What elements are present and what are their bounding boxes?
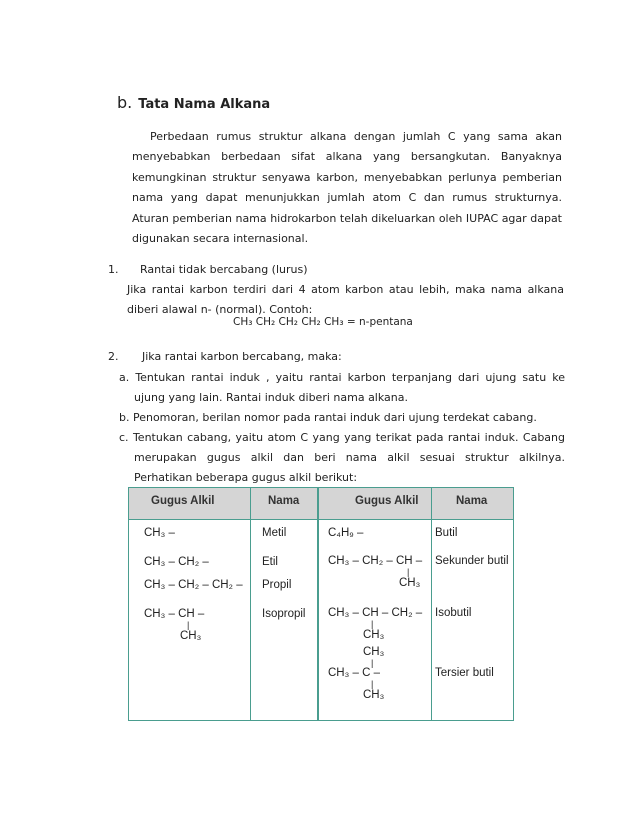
item2-title: Jika rantai karbon bercabang, maka: bbox=[142, 350, 342, 363]
intro-text: Perbedaan rumus struktur alkana dengan jumlah C yang sama akan menyebabkan berbedaan sifat alkana yang bersangkutan. Banyaknya kemungkinan struktur senyawa karbon, menyebabkan perlunya pemberian nama yang dapat menunjukkan jumlah atom C dan rumus strukturnya. Aturan pemberian nama hidrokarbon telah dikeluarkan oleh IUPAC agar dapat digunakan secara internasional. bbox=[132, 130, 562, 246]
item1-title: Rantai tidak bercabang (lurus) bbox=[140, 263, 308, 276]
item2-step-a: a. Tentukan rantai induk , yaitu rantai karbon terpanjang dari ujung satu ke ujung yang lain. Rantai induk diberi nama alkana. bbox=[119, 371, 565, 404]
name-butil: Butil bbox=[435, 527, 458, 539]
header-group: Gugus Alkil bbox=[355, 495, 419, 507]
formula-propil: CH₃ – CH₂ – CH₂ – bbox=[144, 579, 243, 591]
name-propil: Propil bbox=[262, 579, 292, 591]
name-tersier-butil: Tersier butil bbox=[435, 667, 494, 679]
section-letter: b. bbox=[117, 93, 133, 112]
item2-step-c: c. Tentukan cabang, yaitu atom C yang yang terikat pada rantai induk. Cabang merupakan gugus alkil dan beri nama alkil sesuai struktur alkilnya. Perhatikan beberapa gugus alkil berikut: bbox=[119, 431, 565, 484]
branch-isopropil: CH₃ bbox=[180, 630, 202, 642]
name-isopropil: Isopropil bbox=[262, 608, 306, 620]
name-isobutil: Isobutil bbox=[435, 607, 472, 619]
top-tersier-butil: CH₃ bbox=[363, 646, 385, 658]
branch-isobutil: CH₃ bbox=[363, 629, 385, 641]
header-group: Gugus Alkil bbox=[151, 495, 215, 507]
section-title: Tata Nama Alkana bbox=[138, 97, 271, 112]
bond-line: | bbox=[371, 658, 374, 668]
item2-number: 2. bbox=[108, 350, 119, 363]
name-sekunder-butil: Sekunder butil bbox=[435, 555, 509, 567]
header-name: Nama bbox=[268, 495, 300, 507]
bond-line: | bbox=[371, 619, 374, 629]
formula-metil: CH₃ – bbox=[144, 527, 175, 539]
column-divider bbox=[431, 488, 432, 720]
formula-tersier-butil: CH₃ – C – bbox=[328, 667, 380, 679]
formula-etil: CH₃ – CH₂ – bbox=[144, 556, 209, 568]
alkyl-table-right bbox=[318, 487, 514, 721]
branch-sekunder-butil: CH₃ bbox=[399, 577, 421, 589]
item1-number: 1. bbox=[108, 263, 119, 276]
bond-line: | bbox=[371, 679, 374, 689]
name-etil: Etil bbox=[262, 556, 278, 568]
branch-tersier-butil: CH₃ bbox=[363, 689, 385, 701]
item1-body: Jika rantai karbon terdiri dari 4 atom karbon atau lebih, maka nama alkana diberi alawal n- (normal). Contoh: bbox=[127, 283, 564, 316]
header-name: Nama bbox=[456, 495, 488, 507]
item2-step-b: b. Penomoran, berilan nomor pada rantai induk dari ujung terdekat cabang. bbox=[119, 411, 537, 424]
item1-example-formula: CH₃ CH₂ CH₂ CH₂ CH₃ = n-pentana bbox=[233, 316, 413, 328]
formula-sekunder-butil: CH₃ – CH₂ – CH – bbox=[328, 555, 423, 567]
alkyl-table-left bbox=[128, 487, 318, 721]
name-metil: Metil bbox=[262, 527, 287, 539]
bond-line: | bbox=[407, 567, 410, 577]
formula-isobutil: CH₃ – CH – CH₂ – bbox=[328, 607, 423, 619]
formula-isopropil: CH₃ – CH – bbox=[144, 608, 205, 620]
section-heading bbox=[117, 93, 270, 112]
formula-butil: C₄H₉ – bbox=[328, 527, 364, 539]
column-divider bbox=[250, 488, 251, 720]
intro-paragraph bbox=[132, 127, 562, 249]
bond-line: | bbox=[187, 620, 190, 630]
